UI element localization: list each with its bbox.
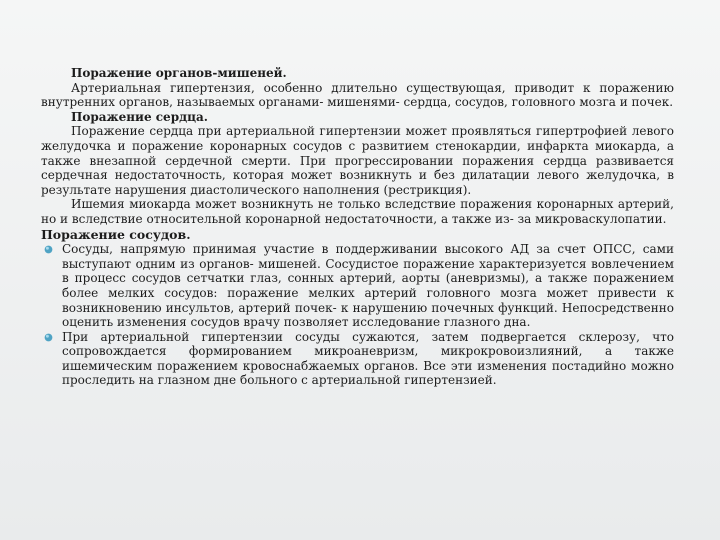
- list-item-text: При артериальной гипертензии сосуды сужаются, затем подвергается склерозу, что сопровождается формированием микроаневризм, микрокровоизлияний, а также ишемическим поражением кровоснабжаемых органов. Все эти изменения постадийно можно проследить на глазном дне больного с артериальной гипертензией.: [62, 329, 674, 388]
- bullet-icon: [44, 333, 53, 342]
- list-item-vessels-2: [41, 330, 674, 388]
- list-item-vessels-1: [41, 242, 674, 330]
- paragraph-heart-2: Ишемия миокарда может возникнуть не только вследствие поражения коронарных артерий, но и вследствие относительной коронарной недостаточности, а также из- за микроваскулопатии.: [41, 197, 674, 226]
- paragraph-heart-1: Поражение сердца при артериальной гипертензии может проявляться гипертрофией левого желудочка и поражение коронарных сосудов с развитием стенокардии, инфаркта миокарда, а также внезапной сердечной смерти. При прогрессировании поражения сердца развивается сердечная недостаточность, которая может возникнуть и без дилатации левого желудочка, в результате нарушения диастолического наполнения (рестрикция).: [41, 124, 674, 197]
- heading-heart: Поражение сердца.: [71, 109, 208, 124]
- heading-vessels: Поражение сосудов.: [41, 226, 191, 242]
- heading-target-organs: Поражение органов-мишеней.: [71, 66, 287, 80]
- bullet-icon: [44, 245, 53, 254]
- paragraph-target-organs: Артериальная гипертензия, особенно длительно существующая, приводит к поражению внутренних органов, называемых органами- мишенями- сердца, сосудов, головного мозга и почек.: [41, 80, 674, 110]
- list-item-text: Сосуды, напрямую принимая участие в поддерживании высокого АД за счет ОПСС, сами выступают одним из органов- мишеней. Сосудистое поражение характеризуется вовлечением в процесс сосудов сетчатки глаз, сонных артерий, аорты (аневризмы), а также поражением более мелких сосудов: поражение мелких артерий головного мозга может привести к возникновению инсультов, артерий почек- к нарушению почечных функций. Непосредственно оценить изменения сосудов врачу позволяет исследование глазного дна.: [62, 242, 674, 330]
- slide-content: [41, 66, 674, 388]
